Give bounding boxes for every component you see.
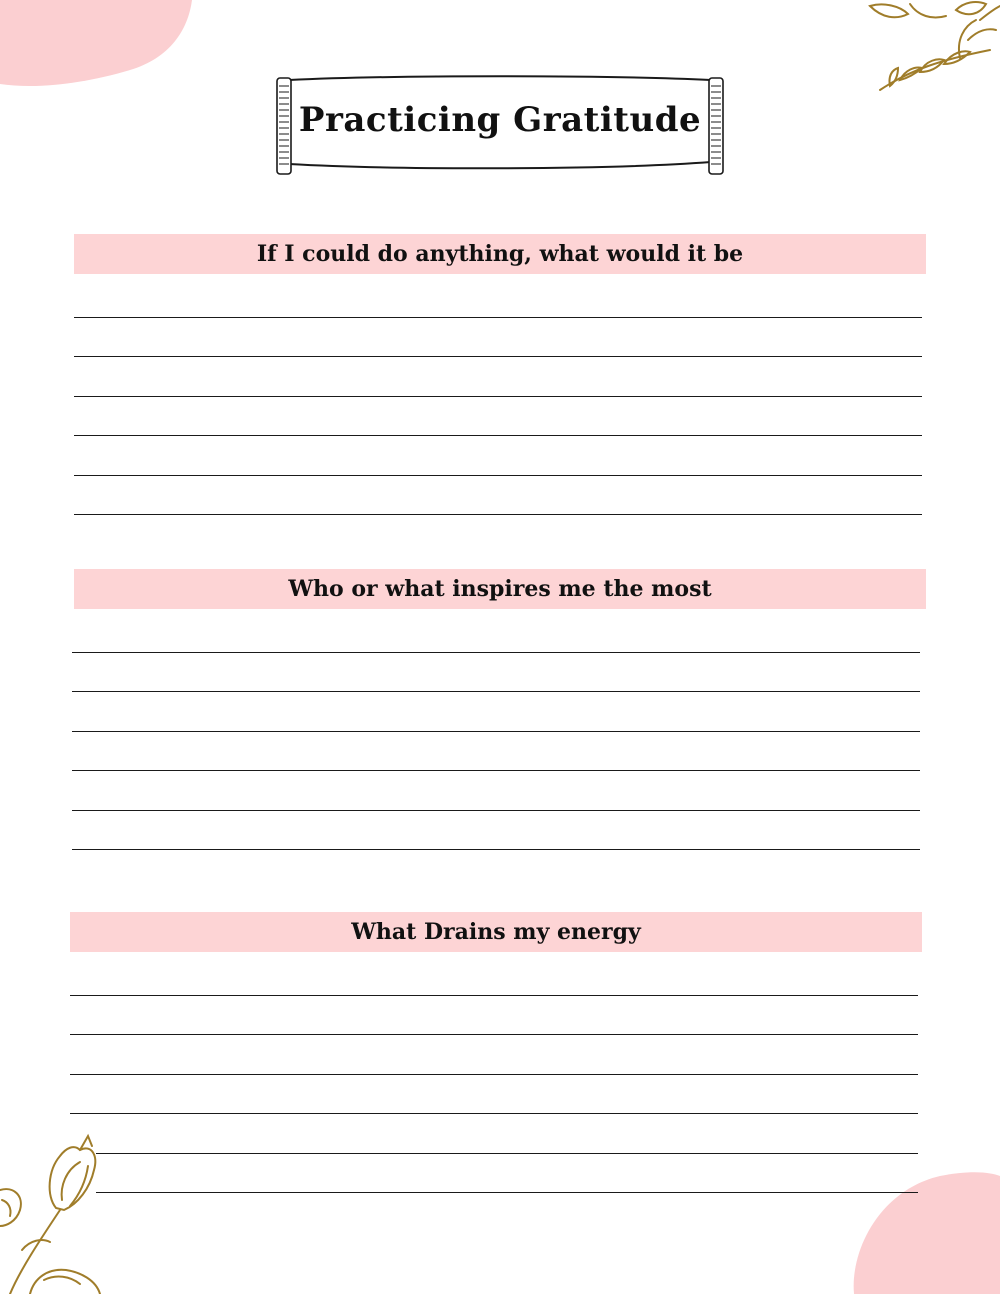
- writing-line: [72, 652, 920, 653]
- writing-line: [96, 1192, 918, 1193]
- writing-line: [72, 849, 920, 850]
- pink-blob-top-left: [0, 0, 200, 90]
- gold-rose-bud-icon: [0, 1130, 110, 1294]
- writing-line: [96, 1153, 918, 1154]
- writing-line: [74, 356, 922, 357]
- writing-line: [72, 691, 920, 692]
- writing-line: [72, 810, 920, 811]
- writing-line: [72, 770, 920, 771]
- writing-line: [70, 995, 918, 996]
- writing-line: [74, 317, 922, 318]
- writing-line: [74, 514, 922, 515]
- page-title: Practicing Gratitude: [298, 100, 702, 140]
- section-heading: Who or what inspires me the most: [74, 569, 926, 609]
- writing-line: [70, 1034, 918, 1035]
- writing-line: [70, 1113, 918, 1114]
- section-heading: What Drains my energy: [70, 912, 922, 952]
- writing-line: [74, 435, 922, 436]
- writing-line: [72, 731, 920, 732]
- section-heading: If I could do anything, what would it be: [74, 234, 926, 274]
- pink-blob-bottom-right: [850, 1170, 1000, 1294]
- writing-line: [74, 475, 922, 476]
- writing-line: [74, 396, 922, 397]
- title-banner: [275, 74, 725, 178]
- writing-line: [70, 1074, 918, 1075]
- gold-floral-sprig-icon: [860, 0, 1000, 100]
